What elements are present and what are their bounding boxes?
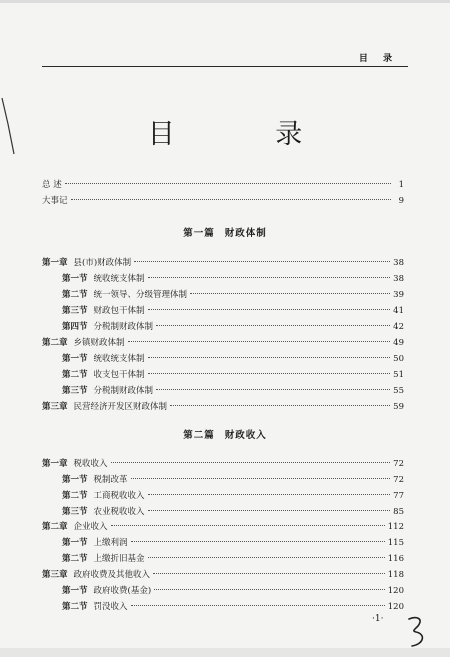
toc-entry-text: 大事记 bbox=[42, 196, 68, 206]
toc-entry-chronicle[interactable] bbox=[42, 194, 404, 208]
toc-entry-section[interactable] bbox=[62, 536, 404, 550]
toc-entry-label: 第二章 bbox=[42, 522, 68, 532]
toc-page-number: 120 bbox=[387, 602, 404, 612]
toc-entry-text: 收支包干体制 bbox=[93, 370, 145, 380]
leader-dots bbox=[156, 325, 390, 326]
toc-entry-text: 县(市)财政体制 bbox=[73, 258, 132, 268]
leader-dots bbox=[148, 357, 391, 358]
toc-entry-section[interactable] bbox=[62, 473, 404, 487]
toc-entry-text: 企业收入 bbox=[73, 522, 108, 532]
toc-entry-label: 第一节 bbox=[62, 274, 88, 284]
toc-page-number: 38 bbox=[393, 258, 404, 268]
toc-entry-section[interactable] bbox=[62, 352, 404, 366]
toc-page-number: 72 bbox=[393, 459, 404, 469]
toc-entry-text: 乡镇财政体制 bbox=[73, 338, 125, 348]
toc-entry-label: 第一节 bbox=[62, 475, 88, 485]
leader-dots bbox=[153, 573, 385, 574]
toc-entry-section[interactable] bbox=[62, 272, 404, 286]
toc-page-number: 115 bbox=[387, 538, 404, 548]
toc-page-number: 85 bbox=[393, 507, 404, 517]
toc-entry-overview[interactable] bbox=[42, 178, 404, 192]
toc-entry-label: 第二章 bbox=[42, 338, 68, 348]
toc-page-number: 72 bbox=[393, 475, 404, 485]
toc-entry-label: 第二节 bbox=[62, 290, 88, 300]
toc-entry-text: 农业税收收入 bbox=[93, 507, 145, 517]
toc-page-number: 42 bbox=[393, 322, 404, 332]
leader-dots bbox=[134, 261, 390, 262]
leader-dots bbox=[131, 605, 385, 606]
toc-page-number: 118 bbox=[387, 570, 404, 580]
part-heading-2 bbox=[0, 427, 450, 441]
toc-entry-label: 第四节 bbox=[62, 322, 88, 332]
toc-entry-label: 第三节 bbox=[62, 386, 88, 396]
leader-dots bbox=[148, 557, 385, 558]
toc-page-number: 49 bbox=[393, 338, 404, 348]
leader-dots bbox=[190, 293, 390, 294]
leader-dots bbox=[128, 341, 391, 342]
toc-entry-section[interactable] bbox=[62, 320, 404, 334]
toc-entry-chapter[interactable] bbox=[42, 256, 404, 270]
toc-entry-label: 第一章 bbox=[42, 258, 68, 268]
toc-entry-section[interactable] bbox=[62, 505, 404, 519]
leader-dots bbox=[148, 494, 391, 495]
handwritten-mark bbox=[404, 614, 430, 650]
toc-page-number: 1 bbox=[398, 180, 404, 190]
scan-bottom-edge bbox=[0, 648, 450, 657]
leader-dots bbox=[111, 462, 391, 463]
leader-dots bbox=[71, 199, 391, 200]
leader-dots bbox=[111, 525, 385, 526]
header-rule bbox=[42, 66, 408, 67]
toc-entry-label: 第二节 bbox=[62, 370, 88, 380]
toc-entry-label: 第一节 bbox=[62, 538, 88, 548]
leader-dots bbox=[148, 309, 391, 310]
page-number: ·1· bbox=[372, 614, 384, 624]
leader-dots bbox=[170, 405, 390, 406]
part-number: 第一篇 bbox=[183, 228, 215, 239]
toc-entry-text: 财政包干体制 bbox=[93, 306, 145, 316]
toc-entry-text: 统一领导、分级管理体制 bbox=[93, 290, 188, 300]
toc-entry-label: 第三章 bbox=[42, 402, 68, 412]
toc-page-number: 41 bbox=[393, 306, 404, 316]
leader-dots bbox=[148, 510, 391, 511]
toc-entry-text: 上缴折旧基金 bbox=[93, 554, 145, 564]
toc-page-number: 50 bbox=[393, 354, 404, 364]
toc-page-number: 59 bbox=[393, 402, 404, 412]
page-title: 目 录 bbox=[147, 119, 349, 150]
leader-dots bbox=[156, 389, 390, 390]
toc-page-number: 38 bbox=[393, 274, 404, 284]
toc-entry-text: 政府收费及其他收入 bbox=[73, 570, 151, 580]
toc-entry-label: 第二节 bbox=[62, 554, 88, 564]
toc-entry-section[interactable] bbox=[62, 288, 404, 302]
toc-entry-label: 第三节 bbox=[62, 507, 88, 517]
toc-entry-section[interactable] bbox=[62, 368, 404, 382]
toc-page-number: 9 bbox=[398, 196, 404, 206]
toc-entry-label: 第二节 bbox=[62, 602, 88, 612]
toc-entry-text: 上缴利润 bbox=[93, 538, 128, 548]
toc-entry-section[interactable] bbox=[62, 600, 404, 614]
leader-dots bbox=[131, 478, 391, 479]
toc-entry-section[interactable] bbox=[62, 489, 404, 503]
part-number: 第二篇 bbox=[183, 430, 215, 441]
toc-entry-text: 税收收入 bbox=[73, 459, 108, 469]
toc-entry-label: 第一节 bbox=[62, 586, 88, 596]
toc-entry-text: 统收统支体制 bbox=[93, 274, 145, 284]
toc-entry-chapter[interactable] bbox=[42, 336, 404, 350]
toc-entry-text: 罚没收入 bbox=[93, 602, 128, 612]
leader-dots bbox=[148, 373, 391, 374]
scan-edge bbox=[0, 0, 450, 3]
toc-entry-text: 工商税收收入 bbox=[93, 491, 145, 501]
toc-entry-text: 统收统支体制 bbox=[93, 354, 145, 364]
toc-entry-text: 分税制财政体制 bbox=[93, 322, 154, 332]
toc-entry-label: 第一节 bbox=[62, 354, 88, 364]
toc-entry-label: 第一章 bbox=[42, 459, 68, 469]
toc-entry-section[interactable] bbox=[62, 304, 404, 318]
toc-entry-label: 第二节 bbox=[62, 491, 88, 501]
part-heading-1 bbox=[0, 225, 450, 239]
toc-page-number: 77 bbox=[393, 491, 404, 501]
toc-entry-label: 第三章 bbox=[42, 570, 68, 580]
toc-entry-text: 分税制财政体制 bbox=[93, 386, 154, 396]
toc-entry-section[interactable] bbox=[62, 584, 404, 598]
toc-entry-text: 税制改革 bbox=[93, 475, 128, 485]
part-title: 财政体制 bbox=[224, 228, 267, 239]
toc-entry-chapter[interactable] bbox=[42, 457, 404, 471]
toc-entry-section[interactable] bbox=[62, 384, 404, 398]
toc-page-number: 51 bbox=[393, 370, 404, 380]
leader-dots bbox=[131, 541, 385, 542]
toc-page-number: 120 bbox=[387, 586, 404, 596]
toc-entry-text: 民营经济开发区财政体制 bbox=[73, 402, 168, 412]
toc-page-number: 116 bbox=[387, 554, 404, 564]
toc-entry-chapter[interactable] bbox=[42, 568, 404, 582]
toc-page-number: 112 bbox=[387, 522, 404, 532]
toc-entry-text: 总 述 bbox=[42, 180, 62, 190]
toc-entry-chapter[interactable] bbox=[42, 520, 404, 534]
toc-entry-chapter[interactable] bbox=[42, 400, 404, 414]
running-head: 目 录 bbox=[358, 54, 398, 64]
toc-entry-text: 政府收费(基金) bbox=[93, 586, 152, 596]
leader-dots bbox=[154, 589, 385, 590]
toc-page-number: 55 bbox=[393, 386, 404, 396]
leader-dots bbox=[148, 277, 391, 278]
toc-entry-section[interactable] bbox=[62, 552, 404, 566]
leader-dots bbox=[65, 183, 391, 184]
toc-entry-label: 第三节 bbox=[62, 306, 88, 316]
toc-page-number: 39 bbox=[393, 290, 404, 300]
part-title: 财政收入 bbox=[224, 430, 267, 441]
